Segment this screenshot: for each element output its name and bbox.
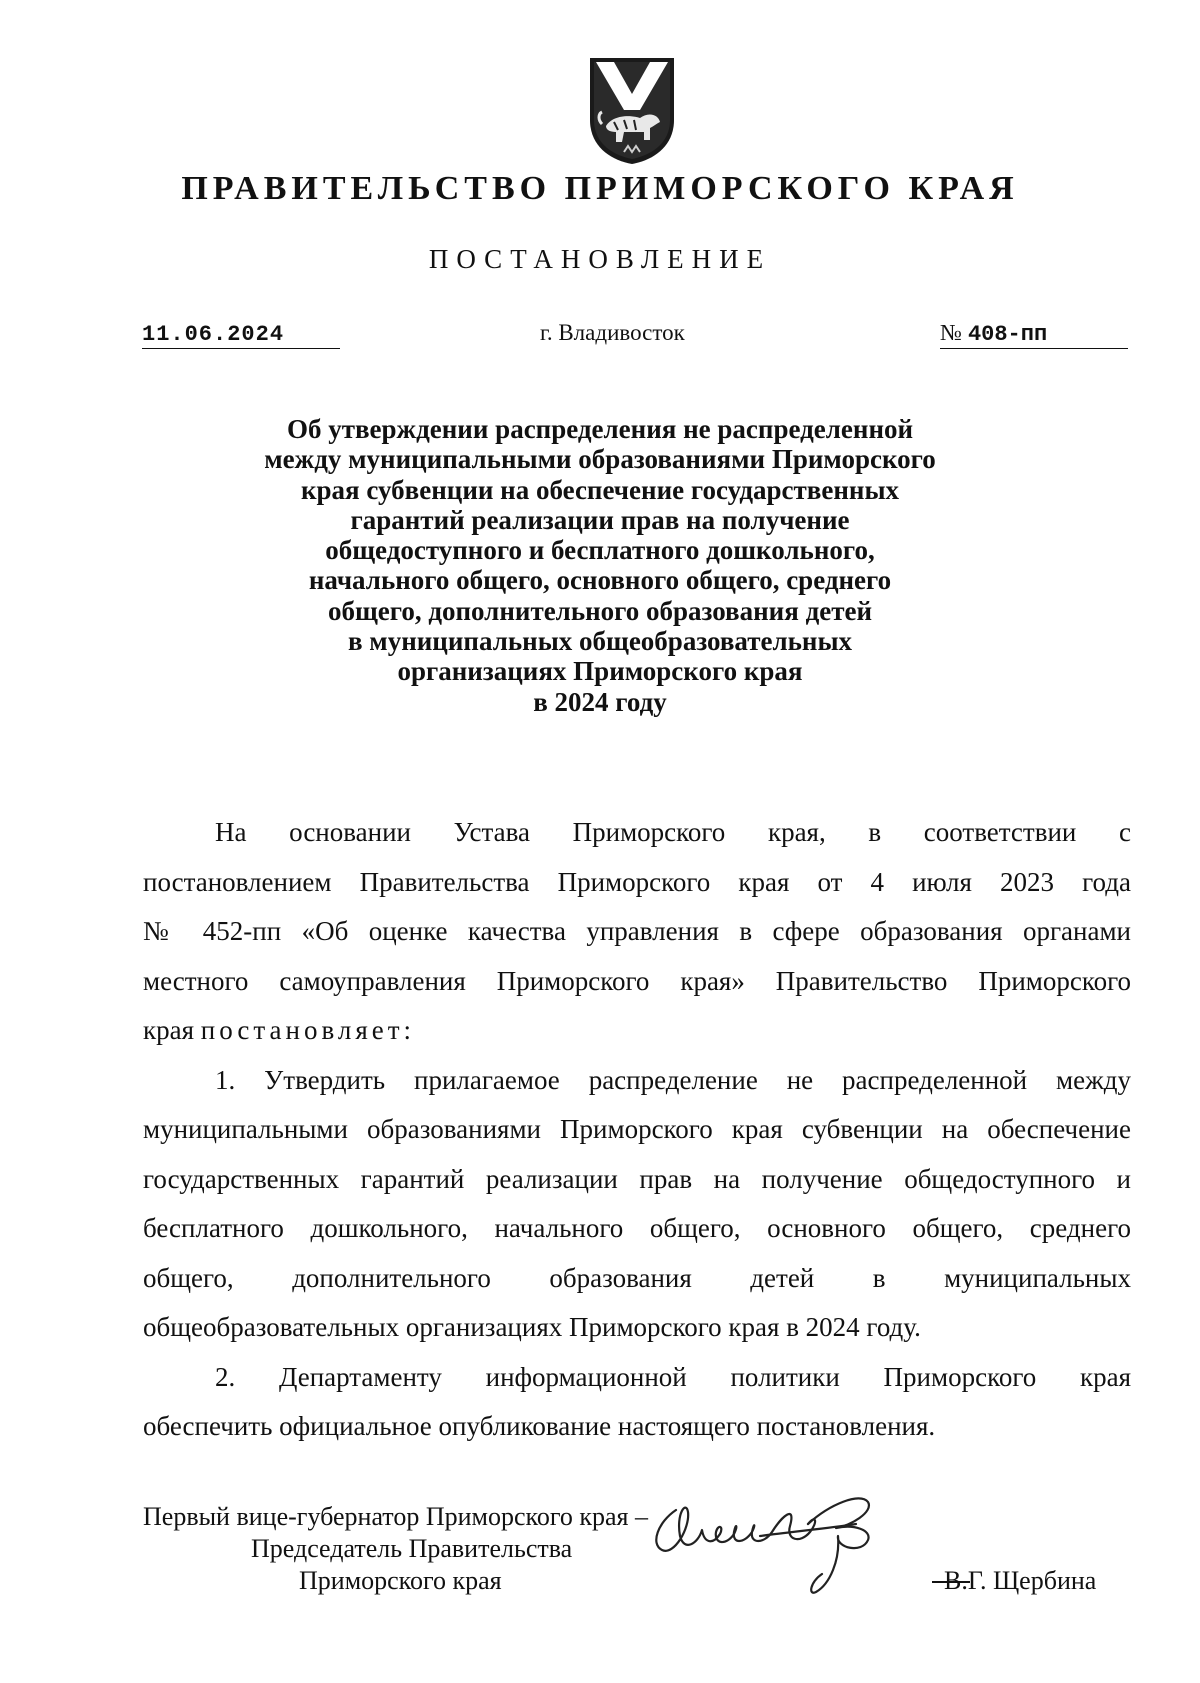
body-line: общего, дополнительного образования детей в муниципальных	[143, 1262, 1131, 1293]
document-type: ПОСТАНОВЛЕНИЕ	[428, 244, 772, 274]
body-line: обеспечить официальное опубликование настоящего постановления.	[143, 1411, 936, 1441]
organization-title: ПРАВИТЕЛЬСТВО ПРИМОРСКОГО КРАЯ	[181, 170, 1019, 207]
coat-of-arms-emblem	[584, 54, 680, 166]
title-line: общедоступного и бесплатного дошкольного,	[325, 535, 875, 566]
title-line: общего, дополнительного образования детей	[327, 595, 873, 626]
title-line: организациях Приморского края	[397, 656, 803, 687]
position-line: Приморского края	[299, 1566, 502, 1595]
document-body	[143, 808, 1131, 1452]
title-line: в муниципальных общеобразовательных	[347, 626, 853, 657]
position-line: Первый вице-губернатор Приморского края –	[143, 1502, 648, 1531]
title-line: между муниципальными образованиями Приморского	[264, 444, 936, 475]
number-sign: №	[940, 320, 962, 345]
body-line	[143, 1006, 1131, 1056]
body-line: муниципальными образованиями Приморского края субвенции на обеспечение	[143, 1114, 1131, 1144]
document-city: г. Владивосток	[540, 320, 685, 345]
title-line: Об утверждении распределения не распределенной	[286, 414, 914, 444]
body-line: 2. Департаменту информационной политики Приморского края	[215, 1361, 1131, 1392]
body-line: общеобразовательных организациях Приморского края в 2024 году.	[143, 1312, 921, 1342]
title-line: начального общего, основного общего, среднего	[308, 565, 892, 596]
handwritten-signature	[640, 1474, 940, 1604]
body-line: 1. Утвердить прилагаемое распределение не распределенной между	[215, 1064, 1131, 1095]
body-line: местного самоуправления Приморского края» Правительство Приморского	[143, 965, 1131, 996]
title-line: в 2024 году	[533, 686, 667, 717]
body-line: бесплатного дошкольного, начального общего, основного общего, среднего	[143, 1213, 1131, 1243]
number-value: 408-пп	[967, 322, 1048, 347]
signer-name: В.Г. Щербина	[944, 1566, 1097, 1595]
body-line: № 452-пп «Об оценке качества управления в сфере образования органами	[143, 916, 1131, 946]
resolves-word: постановляет:	[200, 1015, 416, 1045]
position-line: Председатель Правительства	[251, 1534, 573, 1563]
document-number	[940, 320, 1128, 349]
body-line: постановлением Правительства Приморского края от 4 июля 2023 года	[143, 866, 1131, 897]
document-date: 11.06.2024	[142, 322, 340, 349]
preamble-end: края	[143, 1015, 195, 1045]
title-line: гарантий реализации прав на получение	[350, 504, 850, 535]
title-line: края субвенции на обеспечение государственных	[300, 474, 900, 505]
body-line: государственных гарантий реализации прав на получение общедоступного и	[143, 1163, 1131, 1194]
body-line: На основании Устава Приморского края, в соответствии с	[215, 817, 1131, 847]
signatory-position	[143, 1501, 648, 1597]
document-subject-title	[200, 414, 1000, 717]
